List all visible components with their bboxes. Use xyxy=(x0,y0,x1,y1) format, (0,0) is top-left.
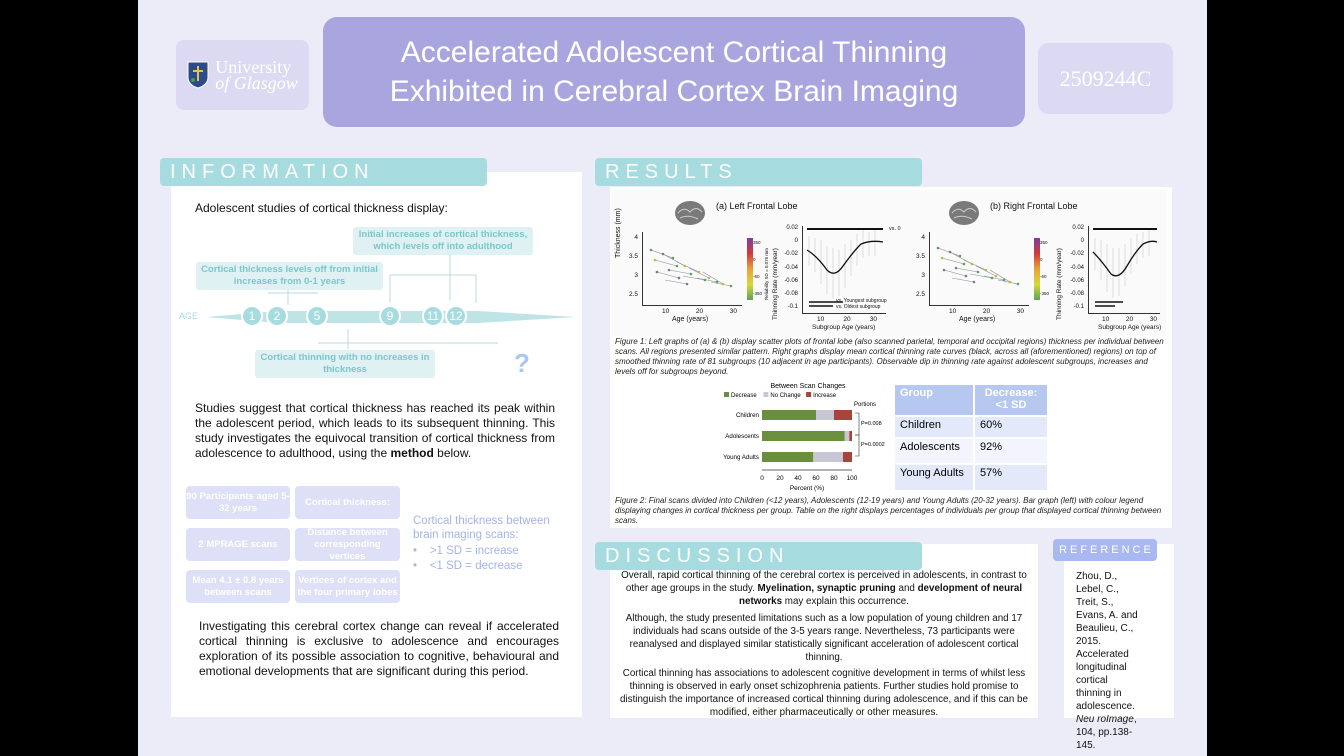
rate-left-yticks: 0.02 0 -0.02 -0.04 -0.06 -0.08 -0.1 xyxy=(784,225,798,311)
rate-left-ylabel: Thinning Rate (mm/year) xyxy=(772,248,779,320)
information-paragraph1: Studies suggest that cortical thickness has reached its peak within the adolescent period, which leads to its subsequent thinning. This study investigates the equivocal transition of cortical thickness from adolescence to adulthood, using the method below. xyxy=(195,401,555,460)
discussion-paragraph3: Cortical thinning has associations to adolescent cognitive development in terms of whilst less thinning is observed in early onset schizophrenia patients. Further studies hold promise to distinguish the importance of increased cortical thinning during adolescence, and if this can be modified, either pharmaceutically or other measures. xyxy=(620,668,1028,718)
discussion-paragraph1: Overall, rapid cortical thinning of the cerebral cortex is perceived in adolescents, in contrast to other age groups in the study. Myelination, synaptic pruning and development of neural networks may explain this occurrence. xyxy=(621,570,1027,607)
legend-swatch xyxy=(724,392,729,397)
category-label: Adolescents xyxy=(725,433,759,440)
method-change-list xyxy=(413,544,523,574)
legend-label: Decrease xyxy=(731,393,757,399)
ytick: 3.5 xyxy=(628,253,638,260)
method-change-item: • >1 SD = increase xyxy=(413,545,519,557)
scatter-left-xlabel: Age (years) xyxy=(672,316,709,323)
timeline-label-levels-off: Cortical thickness levels off from initial increases from 0-1 years xyxy=(196,262,383,290)
age-axis-label: AGE xyxy=(179,311,199,321)
bar-segment xyxy=(813,452,843,462)
age-2: 2 xyxy=(266,305,288,327)
method-interval: Mean 4.1 ± 0.8 years between scans xyxy=(186,570,290,603)
rate-left-xticks: 10 20 30 xyxy=(817,316,877,323)
colorbar-left-label: Reliability SD = 0.076 mm xyxy=(764,248,769,300)
table-cell: 60% xyxy=(975,417,1047,437)
age-12: 12 xyxy=(445,305,467,327)
logo-line2: of Glasgow xyxy=(215,73,298,93)
question-mark: ? xyxy=(514,348,530,378)
legend-swatch xyxy=(763,392,768,397)
table-cell: 57% xyxy=(975,465,1047,490)
p-value-annotation: P=0.0002 xyxy=(861,442,885,448)
information-intro: Adolescent studies of cortical thickness display: xyxy=(195,201,448,215)
scatter-right-plot xyxy=(929,232,1029,306)
logo-line1: University xyxy=(215,57,292,77)
bar-segment xyxy=(843,452,852,462)
bar-segment xyxy=(816,410,834,420)
rate-left-legend-vs0: vs. 0 xyxy=(889,226,901,232)
table-cell: 92% xyxy=(975,439,1047,463)
table-cell: Children xyxy=(895,417,973,437)
timeline-label-thinning: Cortical thinning with no increases in thickness xyxy=(255,350,435,378)
scatter-left-plot xyxy=(642,232,742,306)
table-cell: Adolescents xyxy=(895,439,973,463)
scatter-left-marks xyxy=(643,232,743,306)
scatter-left-xticks: 10 20 30 xyxy=(662,308,737,315)
category-label: Young Adults xyxy=(723,454,759,461)
figure1-right-title: (b) Right Frontal Lobe xyxy=(990,201,1078,211)
rate-left-legend: vs. Youngest subgroup vs. Oldest subgroup xyxy=(836,298,887,310)
brain-icon xyxy=(674,200,706,226)
scatter-right-yticks: 4 3.5 3 2.5 xyxy=(915,234,925,298)
rate-right-yticks: 0.02 0 -0.02 -0.04 -0.06 -0.08 -0.1 xyxy=(1070,225,1084,311)
legend-swatch xyxy=(806,392,811,397)
figure1-left-title: (a) Left Frontal Lobe xyxy=(716,201,798,211)
age-11: 11 xyxy=(422,305,444,327)
table-header-decrease: Decrease: <1 SD xyxy=(975,385,1047,415)
table-header-group: Group xyxy=(895,385,973,415)
timeline-label-initial-increase: Initial increases of cortical thickness, which levels off into adulthood xyxy=(353,227,533,255)
poster xyxy=(138,0,1207,756)
significance-bracket xyxy=(855,413,859,435)
information-paragraph2: Investigating this cerebral cortex change can reveal if accelerated cortical thinning is exclusive to adolescence and encourages exploration of its possible association to cognitive, behavioural and emotional developments that are significant during this period. xyxy=(199,619,559,678)
bar-segment xyxy=(834,410,852,420)
method-change-title: Cortical thickness between brain imaging scans: xyxy=(413,515,550,541)
scatter-left-yticks xyxy=(628,228,638,304)
university-logo xyxy=(176,40,309,110)
x-tick-label: 20 xyxy=(776,475,784,482)
bar-segment xyxy=(849,431,852,441)
age-5: 5 xyxy=(306,305,328,327)
bar-segment xyxy=(762,410,816,420)
method-thickness-definition2: Vertices of cortex and the four primary lobes xyxy=(295,570,400,603)
bar-segment xyxy=(762,452,813,462)
scatter-left-ylabel: Thickness (mm) xyxy=(615,208,622,258)
bar-chart-svg xyxy=(720,380,895,493)
bar-chart xyxy=(720,380,895,493)
ytick: 3 xyxy=(634,272,638,279)
age-9: 9 xyxy=(379,305,401,327)
page-title: Accelerated Adolescent Cortical Thinning Exhibited in Cerebral Cortex Brain Imaging xyxy=(389,36,959,108)
legend-label: No Change xyxy=(770,393,801,399)
x-tick-label: 60 xyxy=(812,475,820,482)
chart-title: Between Scan Changes xyxy=(770,383,846,390)
method-participants: 90 Participants aged 5-32 years xyxy=(186,486,290,519)
figure2-caption: Figure 2: Final scans divided into Children (<12 years), Adolescents (12-19 years) and Young Adults (20-32 years). Bar graph (left) with colour legend displaying changes in cortical thickness per group. Table on the right displays percentages of individuals per group that displayed cortical thinning between scans. xyxy=(615,496,1162,525)
p-value-annotation: P=0.008 xyxy=(861,421,882,427)
reference-citation: Zhou, D., Lebel, C., Treit, S., Evans, A. and Beaulieu, C., 2015. Accelerated longitudinal cortical thinning in adolescence. Neu roImage, 104, pp.138-145. xyxy=(1076,571,1138,751)
rate-right-xlabel: Subgroup Age (years) xyxy=(1098,324,1162,331)
significance-bracket xyxy=(855,435,859,456)
figure1-caption: Figure 1: Left graphs of (a) & (b) display scatter plots of frontal lobe (also scanned parietal, temporal and occipital regions) thickness per individual between scans. All regions presented similar pattern. Right graphs display mean cortical thinning rate curves (black, across all (aforementioned) regions) on top of smoothed thinning rate of 81 subgroups (10 adjacent in age participants). Observable dip in thinning rate against adolescent subgroups, increases and levels off for subgroups beyond. xyxy=(615,337,1164,376)
method-thickness-title: Cortical thickness: xyxy=(295,486,400,519)
figure1 xyxy=(612,190,1166,336)
method-scans: 2 MPRAGE scans xyxy=(186,528,290,561)
ytick: 4 xyxy=(634,234,638,241)
category-label: Children xyxy=(735,412,759,419)
results-heading: RESULTS xyxy=(595,158,922,186)
colorbar-right-ticks: 350 0 -60 -350 xyxy=(1040,240,1050,296)
x-tick-label: 80 xyxy=(830,475,838,482)
discussion-heading: DISCUSSION xyxy=(595,542,922,570)
x-axis-label: Percent (%) xyxy=(789,485,825,492)
rate-right-plot xyxy=(1088,226,1160,314)
x-tick-label: 0 xyxy=(760,475,764,482)
rate-right-ylabel: Thinning Rate (mm/year) xyxy=(1056,248,1063,320)
x-tick-label: 40 xyxy=(794,475,802,482)
discussion-paragraph2: Although, the study presented limitations such as a low population of young children and 17 individuals had scans outside of the 3-5 years range. Nevertheless, 73 participants were reanalysed and displayed similar statistically significant acceleration of adolescent cortical thinning. xyxy=(625,613,1023,663)
scatter-right-marks xyxy=(930,232,1030,306)
student-id-box xyxy=(1038,43,1173,114)
bar-segment xyxy=(845,431,850,441)
title-banner xyxy=(323,17,1025,127)
x-tick-label: 100 xyxy=(846,475,858,482)
method-change-item: • <1 SD = decrease xyxy=(413,560,523,572)
rate-right-xticks: 10 20 30 xyxy=(1102,316,1157,323)
age-1: 1 xyxy=(241,305,263,327)
colorbar-left-ticks: 350 0 -60 -350 xyxy=(753,240,763,296)
ytick: 2.5 xyxy=(628,291,638,298)
legend-label: Increase xyxy=(813,393,837,399)
information-heading: INFORMATION xyxy=(160,158,487,186)
reference-heading: REFERENCE xyxy=(1053,539,1157,561)
rate-right-curve xyxy=(1089,226,1161,314)
rate-left-xlabel: Subgroup Age (years) xyxy=(812,324,876,331)
scatter-right-xticks: 10 20 30 xyxy=(949,308,1024,315)
table-cell: Young Adults xyxy=(895,465,973,490)
student-id: 2509244C xyxy=(1059,65,1152,91)
bar-segment xyxy=(762,431,845,441)
scatter-right-xlabel: Age (years) xyxy=(959,316,996,323)
brain-icon xyxy=(948,200,980,226)
results-table xyxy=(895,385,1047,490)
crest-icon xyxy=(187,61,209,89)
legend-title: Portions xyxy=(854,402,877,408)
method-thickness-definition1: Distance between corresponding vertices xyxy=(295,528,400,561)
